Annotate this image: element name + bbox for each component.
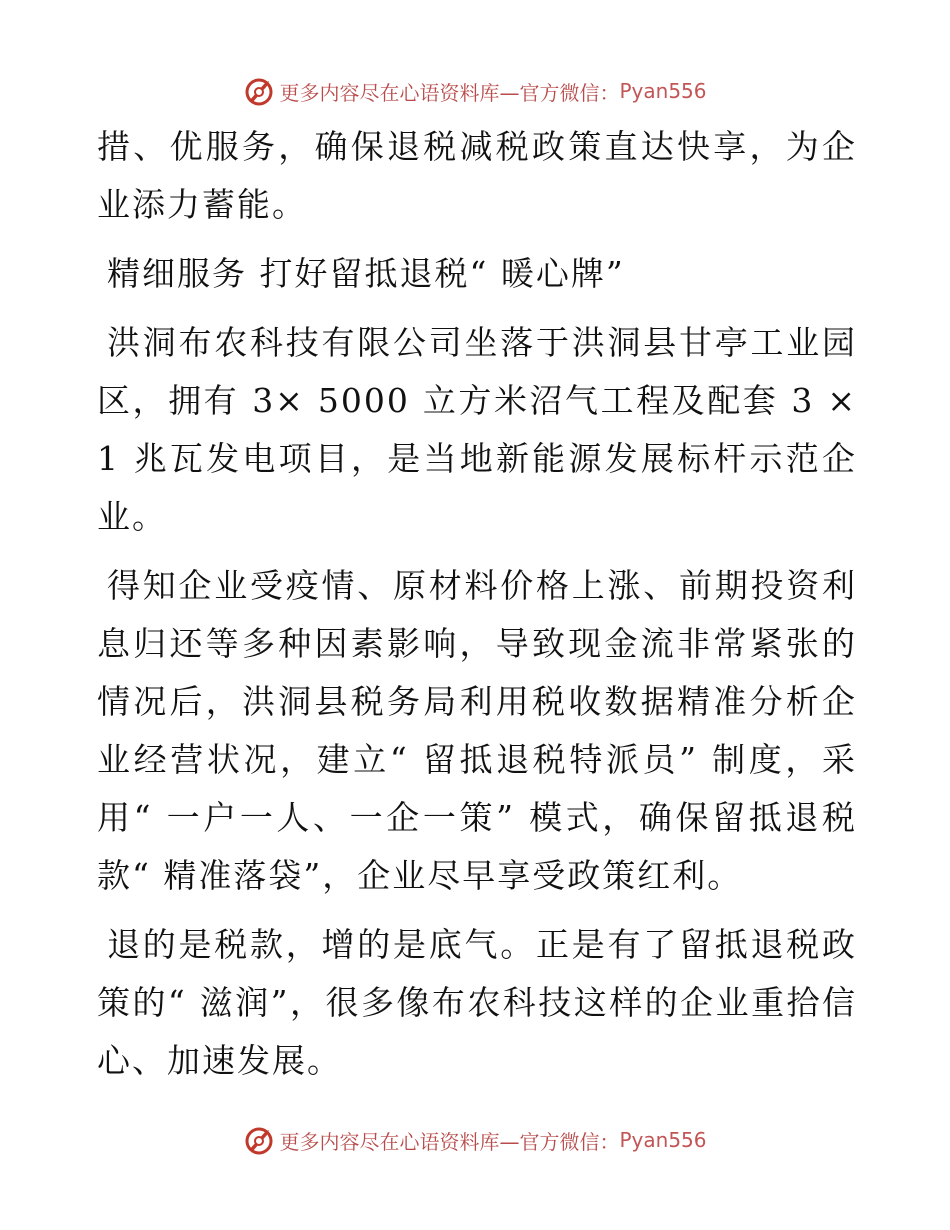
header-banner (0, 71, 950, 111)
paragraph: 措、优服务，确保退税减税政策直达快享，为企业添力蓄能。 (97, 127, 857, 224)
section-heading: 精细服务 打好留抵退税“ 暖心牌” (107, 254, 625, 293)
quill-pen-circle-icon (243, 75, 275, 107)
banner-text: 更多内容尽在心语资料库—官方微信： (279, 1129, 620, 1154)
footer-banner (0, 1120, 950, 1160)
paragraph: 洪洞布农科技有限公司坐落于洪洞县甘亭工业园区，拥有 3× 5000 立方米沼气工程及配套 3 × 1 兆瓦发电项目，是当地新能源发展标杆示范企业。 (97, 323, 857, 536)
paragraph: 退的是税款，增的是底气。正是有了留抵退税政策的“ 滋润”，很多像布农科技这样的企业重拾信心、加速发展。 (97, 925, 857, 1080)
banner-text: 更多内容尽在心语资料库—官方微信： (279, 80, 620, 105)
document-body (97, 118, 857, 1101)
paragraph: 得知企业受疫情、原材料价格上涨、前期投资利息归还等多种因素影响，导致现金流非常紧张的情况后，洪洞县税务局利用税收数据精准分析企业经营状况，建立“ 留抵退税特派员” 制度，采用“ 一户一人、一企一策” 模式，确保留抵退税款“ 精准落袋”，企业尽早享受政策红利。 (97, 566, 857, 895)
banner-contact: Pyan556 (619, 1128, 707, 1152)
quill-pen-circle-icon (243, 1124, 275, 1156)
banner-contact: Pyan556 (619, 79, 707, 103)
